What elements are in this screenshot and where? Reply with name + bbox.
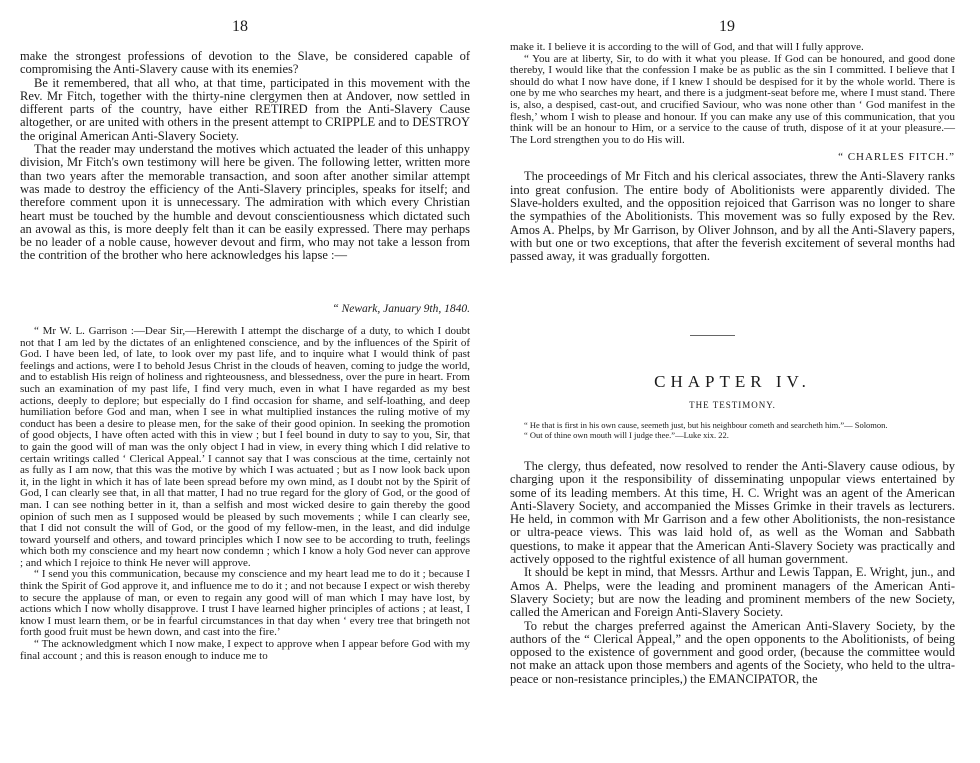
chapter-title: CHAPTER IV.	[654, 372, 811, 391]
page-number: 18	[232, 18, 248, 35]
epigraphs	[510, 420, 955, 440]
right-column-bottom	[510, 460, 955, 686]
paragraph: The proceedings of Mr Fitch and his clerical associates, threw the Anti-Slavery ranks into great confusion. The entire body of Abolitionists were apparently divided. The Slave-holders exulted, and the opposition rejoiced that Garrison was no longer to share the sympathies of the Abolitionists. This movement was so fully exposed by the Rev. Amos A. Phelps, by Mr Garrison, by Oliver Johnson, and by all the Anti-Slavery papers, with but one or two exceptions, that after the feverish excitement of several months had passed away, it was gradually forgotten.	[510, 169, 955, 264]
chapter-heading	[510, 372, 955, 410]
letter-body	[20, 326, 470, 662]
paragraph: “ I send you this communication, because my conscience and my heart lead me to do it ; because I think the Spirit of God approve it, and influence me to do it ; and not because I expect or wish thereby to secure the applause of man, or even to regain any good will of man which I may have lost, by actions which I now wholly disapprove. I trust I have learned higher principles of actions ; at least, I know I must learn them, or be in fearful circumstances in that day when ‘ every tree that bringeth not forth good fruit must be hewn down, and cast into the fire.’	[20, 568, 470, 639]
epigraph: “ He that is first in his own cause, seemeth just, but his neighbour cometh and searcheth him.”— Solomon.	[524, 420, 888, 430]
paragraph: “ You are at liberty, Sir, to do with it what you please. If God can be honoured, and good done thereby, I would like that the confession I make be as public as the sin I committed. I believe that I should do what I now have done, if I knew I should be despised for it by the whole world. There is one by me who searches my heart, and there is a judgment-seat before me, where I must stand. There is, also, a despised, cast-out, and crucified Saviour, who was none other than ‘ God manifest in the flesh,’ whom I wish to please and honour. If you can make any use of this communication, that you think will be an honour to Him, or a service to the cause of truth, dispose of it at your pleasure.— The Lord strengthen you to do His will.	[510, 52, 955, 146]
left-column	[20, 50, 470, 263]
signature: “ CHARLES FITCH.”	[838, 151, 955, 164]
paragraph: make the strongest professions of devotion to the Slave, be considered capable of compromising the Anti-Slavery cause with its enemies?	[20, 49, 470, 77]
paragraph: Be it remembered, that all who, at that time, participated in this movement with the Rev. Mr Fitch, together with the thirty-nine clergymen then at Andover, now settled in different parts of the country, have either RETIRED from the Anti-Slavery Cause altogether, or are united with others in the present attempt to CRIPPLE and to DESTROY the original American Anti-Slavery Society.	[20, 75, 470, 143]
paragraph: make it. I believe it is according to the will of God, and that will I fully approve.	[510, 41, 864, 53]
epigraph: “ Out of thine own mouth will I judge thee.”—Luke xix. 22.	[524, 430, 729, 440]
right-column-top	[510, 42, 955, 263]
chapter-subtitle: THE TESTIMONY.	[689, 400, 776, 410]
paragraph: The clergy, thus defeated, now resolved to render the Anti-Slavery cause odious, by charging upon it the responsibility of disseminating unpopular views entertained by some of its leading members. At this time, H. C. Wright was an agent of the American Anti-Slavery Society, and accompanied the Misses Grimke in their travels as lecturers. He held, in common with Mr Garrison and a few other Abolitionists, the non-resistance or ultra-peace views. This was laid hold of, as well as the Woman and Sabbath questions, to make it appear that the American Anti-Slavery Society was practically and actively opposed to the rightful existence of all human government.	[510, 459, 955, 567]
right-page	[490, 0, 980, 763]
letter-dateline: “ Newark, January 9th, 1840.	[332, 303, 470, 315]
paragraph: To rebut the charges preferred against the American Anti-Slavery Society, by the authors of the “ Clerical Appeal,” and the open opponents to the Abolitionists, of being opposed to the existence of government and good order, (because the committee would not make an attack upon those members and agents of the Society, who held to the ultra-peace or non-resistance principles,) the EMANCIPATOR, the	[510, 618, 955, 686]
paragraph: “ Mr W. L. Garrison :—Dear Sir,—Herewith I attempt the discharge of a duty, to which I doubt not that I am led by the dictates of an enlightened conscience, and by the influences of the Spirit of God. I have been led, of late, to look over my past life, and to inquire what I would think of past feelings and actions, were I to behold Jesus Christ in the clouds of heaven, coming to judge the world, and to establish His reign of holiness and righteousness, and blessedness, over the pure in heart. From such an examination of my past life, I find very much, even in what I have regarded as my best actions, deeply to deplore; but especially do I find occasion for shame, and self-loathing, and deep humiliation before God and man, when I see in what multiplied instances the ruling motive of my conduct has been a desire to please men, for the sake of their good opinion. In seeking the promotion of good objects, I have often acted with this in view ; but I feel bound in duty to say to you, Sir, that to gain the good will of man was the only object I had in view, in every thing which I did relative to certain writings called ‘ Clerical Appeal.’ I cannot say that I was conscious at the time, certainly not as fully as I am now, that this was the motive by which I was actuated ; but as I now look back upon it, in the light in which it has of late been spread before my own mind, as I doubt not by the Spirit of God, I can clearly see that, in all that matter, I had no true regard for the glory of God, or the good of man. I can see nothing better in it, than a selfish and most wicked desire to gain thereby the good opinion of such men as I supposed would be pleased by such movements ; while I can clearly see, that I did not consult the will of God, or the good of my fellow-men, in the least, and did indulge toward yourself and others, and toward principles which I now see to be according to truth, feelings which both my conscience and my heart now condemn ; which I know a holy God never can approve ; and which I rejoice to think He never will approve.	[20, 325, 470, 569]
paragraph: It should be kept in mind, that Messrs. Arthur and Lewis Tappan, E. Wright, jun., and Amos A. Phelps, were the leading and prominent managers of the American Anti-Slavery Society; but are now the leading and prominent members of the new Society, called the American and Foreign Anti-Slavery Society.	[510, 565, 955, 620]
page-number: 19	[719, 18, 735, 35]
paragraph: That the reader may understand the motives which actuated the leader of this unhappy division, Mr Fitch's own testimony will here be given. The following letter, written more than two years after the memorable transaction, and soon after another similar attempt was made to destroy the efficiency of the Anti-Slavery principles, speaks for itself; and therefore comment upon it is unnecessary. The admiration with which every Christian heart must be touched by the humble and devout conscientiousness which dictated such an avowal as this, is more deeply felt than it can be easily expressed. There may perhaps be no leader of a noble cause, however devout and firm, who may not take a lesson from the contrition of the brother who here acknowledges his lapse :—	[20, 142, 470, 263]
paragraph: “ The acknowledgment which I now make, I expect to approve when I appear before God with my final account ; and this is reason enough to induce me to	[20, 638, 470, 662]
divider	[690, 335, 735, 336]
